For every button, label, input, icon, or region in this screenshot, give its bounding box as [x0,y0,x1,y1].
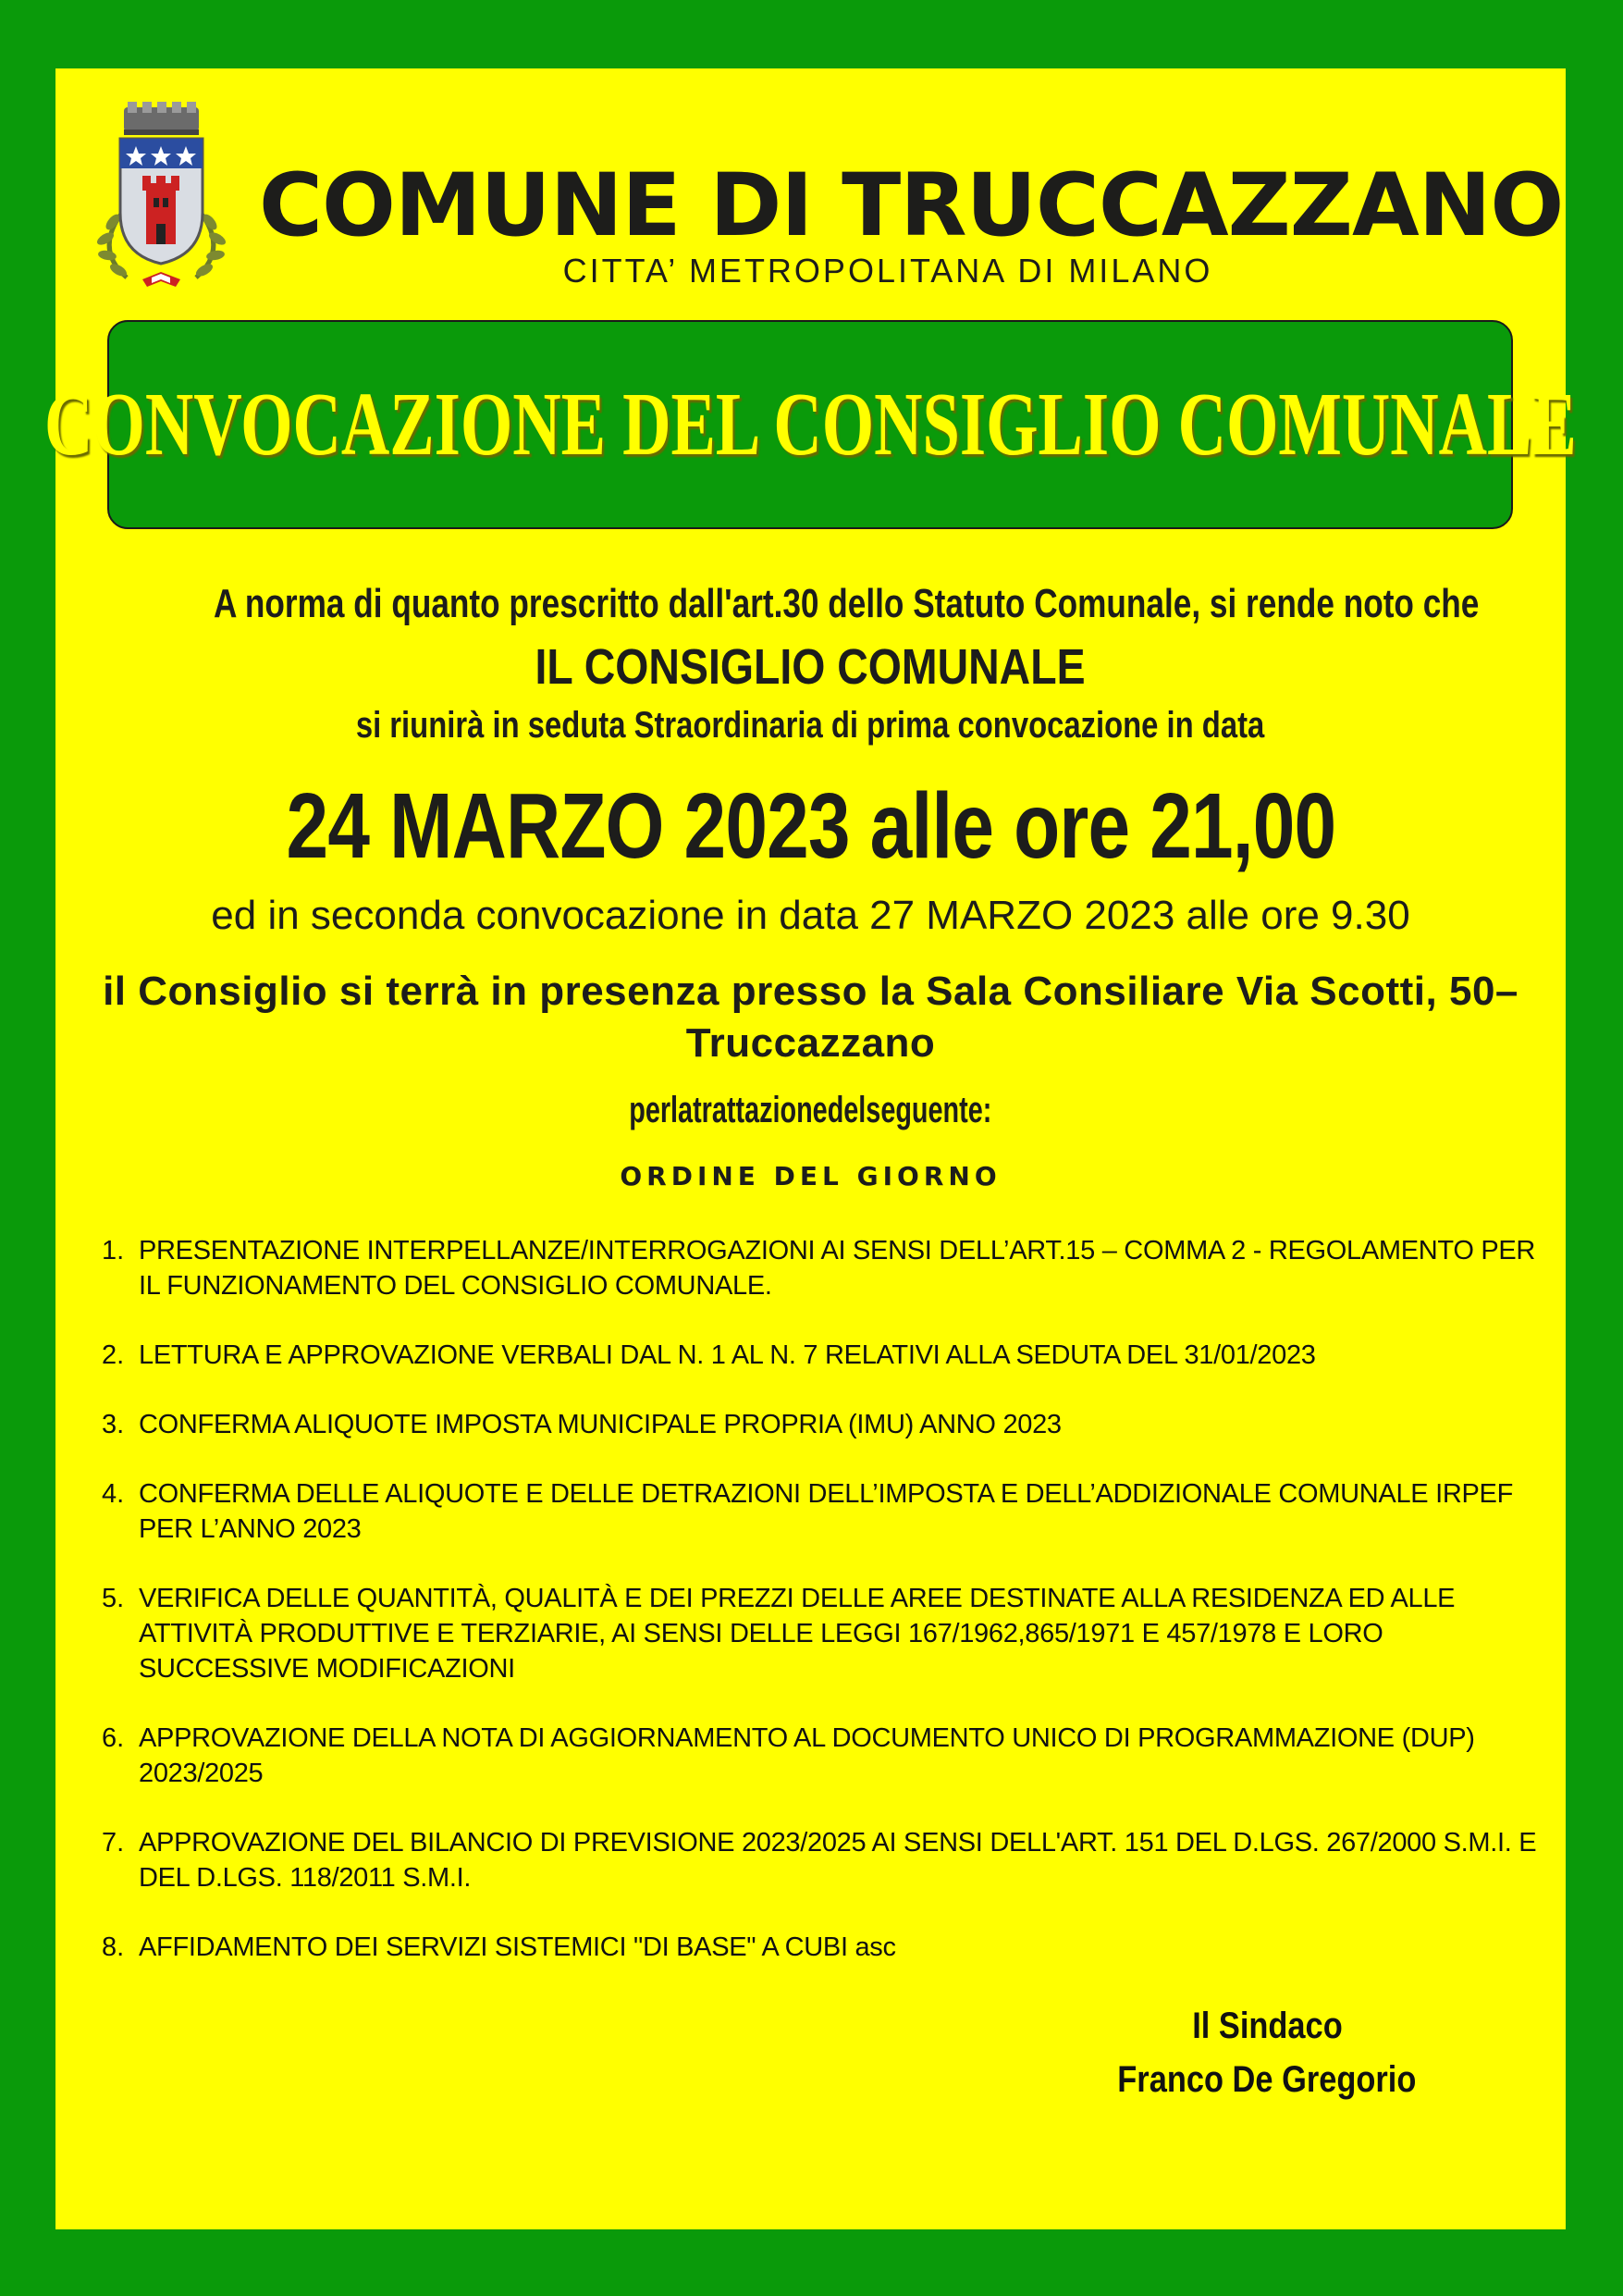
council-heading [55,638,1566,696]
agenda-item-number: 7. [102,1828,125,1858]
agenda-item-text: CONFERMA ALIQUOTE IMPOSTA MUNICIPALE PROPRIA (IMU) ANNO 2023 [139,1410,1062,1439]
signer-name [1017,2059,1517,2101]
notice-intro [55,581,1566,627]
agenda-item-text: AFFIDAMENTO DEI SERVIZI SISTEMICI "DI BASE" A CUBI asc [139,1932,896,1962]
agenda-item-number: 3. [102,1410,125,1439]
meeting-date-time [55,773,1566,880]
agenda-item [100,1338,1543,1373]
signer-role [1017,2006,1517,2047]
discussion-line-text: perlatrattazionedelseguente: [629,1090,992,1130]
agenda-item-number: 6. [102,1723,125,1753]
agenda-item [100,1233,1543,1303]
second-call-line: ed in seconda convocazione in data 27 MARZO 2023 alle ore 9.30 [211,893,1410,938]
location-line: il Consiglio si terrà in presenza presso la Sala Consiliare Via Scotti, 50–Truccazzano [103,969,1518,1066]
agenda-item [100,1476,1543,1547]
meeting-date-time-text: 24 MARZO 2023 alle ore 21,00 [286,774,1335,878]
agenda-item-text: APPROVAZIONE DEL BILANCIO DI PREVISIONE 2023/2025 AI SENSI DELL'ART. 151 DEL D.LGS. 267/2000 S.M.I. E DEL D.LGS. 118/2011 S.M.I. [139,1828,1537,1893]
municipal-crest-icon [85,102,238,291]
municipality-subtitle [259,252,1517,290]
municipality-name: COMUNE DI TRUCCAZZANO [259,155,1564,256]
agenda-item-text: PRESENTAZIONE INTERPELLANZE/INTERROGAZIONI AI SENSI DELL’ART.15 – COMMA 2 - REGOLAMENTO PER IL FUNZIONAMENTO DEL CONSIGLIO COMUNALE. [139,1236,1536,1301]
discussion-line [55,1090,1566,1131]
signer-name-text: Franco De Gregorio [1117,2059,1417,2100]
agenda-item-number: 5. [102,1584,125,1613]
agenda-item [100,1721,1543,1791]
title-banner [43,320,1577,529]
agenda-item-number: 8. [102,1932,125,1962]
session-line-text: si riunirà in seduta Straordinaria di prima convocazione in data [356,705,1265,746]
agenda-item-number: 2. [102,1340,125,1370]
agenda-item-text: VERIFICA DELLE QUANTITÀ, QUALITÀ E DEI PREZZI DELLE AREE DESTINATE ALLA RESIDENZA ED ALLE ATTIVITÀ PRODUTTIVE E TERZIARIE, AI SENSI DELLE LEGGI 167/1962,865/1971 E 457/1978 E LORO SUCCESSIVE MODIFICAZIONI [139,1584,1456,1684]
agenda-list [100,1233,1543,1999]
agenda-item-text: LETTURA E APPROVAZIONE VERBALI DAL N. 1 AL N. 7 RELATIVI ALLA SEDUTA DEL 31/01/2023 [139,1340,1316,1370]
signer-role-text: Il Sindaco [1191,2006,1343,2046]
agenda-item-text: CONFERMA DELLE ALIQUOTE E DELLE DETRAZIONI DELL’IMPOSTA E DELL’ADDIZIONALE COMUNALE IRPEF PER L’ANNO 2023 [139,1479,1513,1544]
agenda-title: ORDINE DEL GIORNO [620,1161,1002,1191]
council-heading-text: IL CONSIGLIO COMUNALE [535,639,1087,695]
agenda-item-number: 1. [102,1236,125,1265]
agenda-item-number: 4. [102,1479,125,1509]
agenda-item-text: APPROVAZIONE DELLA NOTA DI AGGIORNAMENTO AL DOCUMENTO UNICO DI PROGRAMMAZIONE (DUP) 2023/2025 [139,1723,1475,1788]
session-line [55,705,1566,747]
agenda-item [100,1930,1543,1965]
municipality-subtitle-text: CITTA’ METROPOLITANA DI MILANO [562,252,1213,290]
agenda-item [100,1825,1543,1895]
agenda-item [100,1581,1543,1686]
agenda-item [100,1407,1543,1442]
notice-intro-text: A norma di quanto prescritto dall'art.30 dello Statuto Comunale, si rende noto che [214,581,1480,626]
banner-title: CONVOCAZIONE DEL CONSIGLIO COMUNALE [43,375,1577,475]
